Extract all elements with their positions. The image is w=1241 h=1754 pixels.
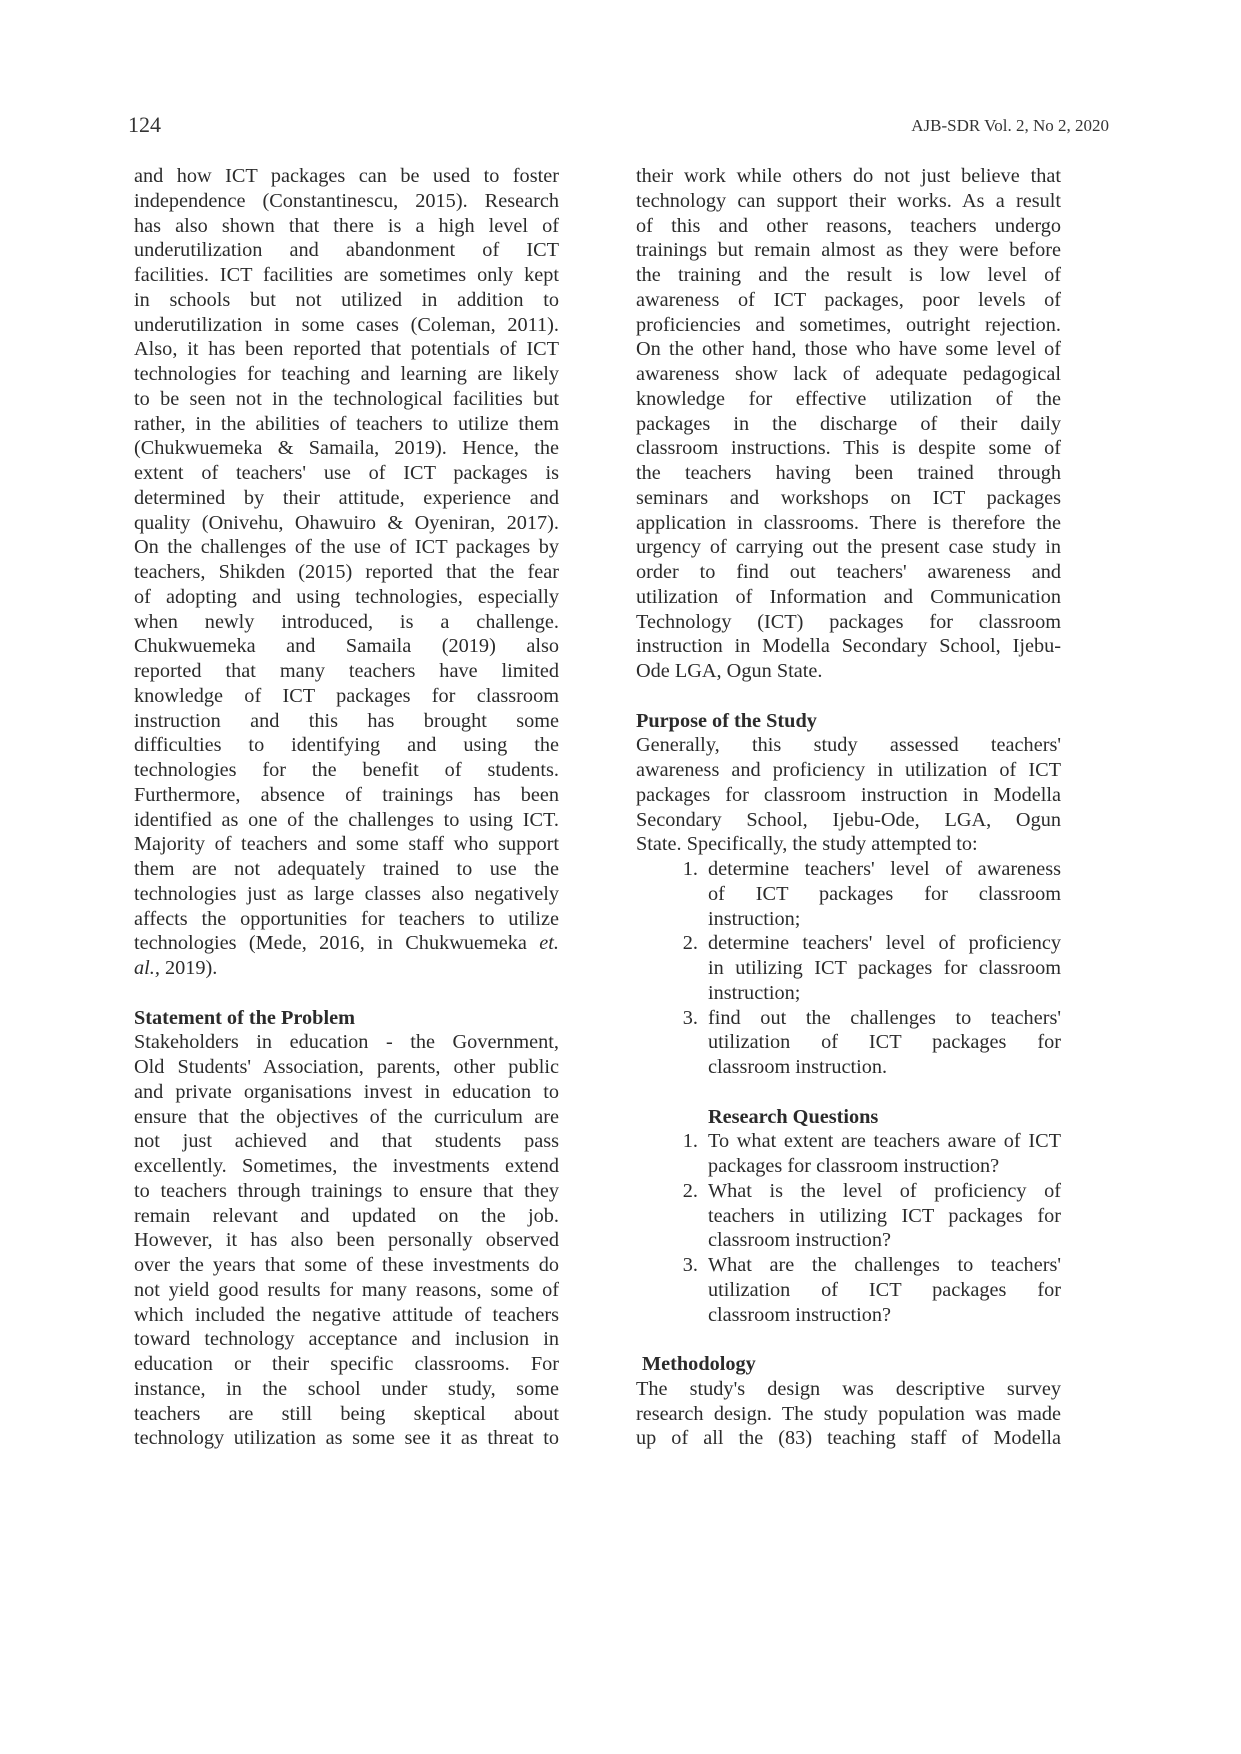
text-line: of adopting and using technologies, especially bbox=[134, 585, 559, 608]
text-line: reported that many teachers have limited bbox=[134, 660, 559, 682]
section-heading-research-questions: Research Questions bbox=[708, 1105, 879, 1128]
text-line: affects the opportunities for teachers to utilize bbox=[134, 907, 559, 930]
text-line: difficulties to identifying and using the bbox=[134, 734, 559, 757]
methodology-paragraph bbox=[636, 1377, 1061, 1451]
text-line: them are not adequately trained to use the bbox=[134, 858, 559, 880]
citation-line: al., 2019). bbox=[134, 957, 218, 979]
text-line: State. Specifically, the study attempted to: bbox=[636, 833, 978, 856]
text-line: determined by their attitude, experience and bbox=[134, 486, 559, 509]
list-number: 2. bbox=[682, 1179, 698, 1202]
question-item bbox=[636, 1253, 1061, 1327]
text-line: Generally, this study assessed teachers' bbox=[636, 734, 1061, 757]
text-line: technologies just as large classes also negatively bbox=[134, 882, 559, 905]
text-line: trainings but remain almost as they were before bbox=[636, 239, 1061, 262]
text-line: extent of teachers' use of ICT packages is bbox=[134, 462, 559, 484]
text-line: utilization of Information and Communication bbox=[636, 585, 1061, 608]
text-line: quality (Onivehu, Ohawuiro & Oyeniran, 2017). bbox=[134, 511, 559, 534]
spacer bbox=[636, 684, 1061, 709]
text-line: toward technology acceptance and inclusion in bbox=[134, 1328, 559, 1351]
list-number: 1. bbox=[682, 858, 698, 880]
citation-line: technologies (Mede, 2016, in Chukwuemeka et. bbox=[134, 932, 559, 955]
objective-item bbox=[636, 1006, 1061, 1080]
text-line: proficiencies and sometimes, outright rejection. bbox=[636, 313, 1061, 336]
text-line: rather, in the abilities of teachers to utilize them bbox=[134, 412, 559, 435]
text-line: research design. The study population was made bbox=[636, 1402, 1061, 1425]
text-line: determine teachers' level of awareness bbox=[708, 858, 1061, 880]
text-line: knowledge for effective utilization of the bbox=[636, 387, 1061, 410]
question-item bbox=[636, 1129, 1061, 1179]
list-number: 2. bbox=[682, 932, 698, 955]
text-line: application in classrooms. There is therefore the bbox=[636, 511, 1061, 534]
text-line: find out the challenges to teachers' bbox=[708, 1006, 1061, 1029]
text-line: technology utilization as some see it as threat to bbox=[134, 1427, 559, 1450]
text-line: and private organisations invest in education to bbox=[134, 1080, 559, 1103]
text-line: instruction in Modella Secondary School, Ijebu- bbox=[636, 635, 1061, 658]
text-line: packages for classroom instruction? bbox=[708, 1155, 1000, 1177]
text-line: technologies for the benefit of students. bbox=[134, 759, 559, 781]
text-line: order to find out teachers' awareness and bbox=[636, 561, 1061, 583]
text-line: up of all the (83) teaching staff of Modella bbox=[636, 1427, 1061, 1450]
text-line: when newly introduced, is a challenge. bbox=[134, 610, 559, 633]
text-line: to be seen not in the technological facilities but bbox=[134, 387, 559, 410]
text-line: identified as one of the challenges to using ICT. bbox=[134, 808, 559, 831]
text-line: seminars and workshops on ICT packages bbox=[636, 486, 1061, 509]
right-column bbox=[636, 164, 1061, 1451]
continuation-paragraph bbox=[636, 164, 1061, 684]
list-number: 3. bbox=[682, 1254, 698, 1276]
problem-paragraph bbox=[134, 1030, 559, 1451]
text-line: their work while others do not just believe that bbox=[636, 165, 1061, 187]
spacer bbox=[636, 1327, 1061, 1352]
text-line: awareness and proficiency in utilization of ICT bbox=[636, 759, 1061, 781]
text-line: education or their specific classrooms. For bbox=[134, 1353, 559, 1375]
text-line: underutilization and abandonment of ICT bbox=[134, 239, 559, 262]
text-line: teachers, Shikden (2015) reported that the fear bbox=[134, 561, 559, 583]
text-line: in utilizing ICT packages for classroom bbox=[708, 957, 1061, 979]
text-line: instance, in the school under study, some bbox=[134, 1377, 559, 1400]
objective-item bbox=[636, 857, 1061, 931]
text-line: instruction and this has brought some bbox=[134, 709, 559, 732]
text-line: and how ICT packages can be used to foster bbox=[134, 165, 559, 187]
list-number: 1. bbox=[682, 1130, 698, 1153]
text-line: Secondary School, Ijebu-Ode, LGA, Ogun bbox=[636, 808, 1061, 831]
text-line: What is the level of proficiency of bbox=[708, 1179, 1061, 1202]
text-line: Technology (ICT) packages for classroom bbox=[636, 610, 1061, 633]
text-line: of ICT packages for classroom bbox=[708, 882, 1061, 905]
section-heading-problem: Statement of the Problem bbox=[134, 1006, 355, 1029]
text-line: packages in the discharge of their daily bbox=[636, 412, 1061, 435]
text-line: (Chukwuemeka & Samaila, 2019). Hence, the bbox=[134, 437, 559, 460]
text-line: teachers are still being skeptical about bbox=[134, 1402, 559, 1425]
running-head: AJB-SDR Vol. 2, No 2, 2020 bbox=[911, 116, 1109, 135]
text-line: classroom instructions. This is despite some of bbox=[636, 437, 1061, 460]
research-questions-list bbox=[636, 1129, 1061, 1327]
text-line: utilization of ICT packages for bbox=[708, 1278, 1061, 1301]
text-line: Furthermore, absence of trainings has been bbox=[134, 783, 559, 806]
text-line: Chukwuemeka and Samaila (2019) also bbox=[134, 635, 559, 658]
text-line: classroom instruction? bbox=[708, 1303, 892, 1326]
text-line: What are the challenges to teachers' bbox=[708, 1254, 1061, 1276]
text-line: utilization of ICT packages for bbox=[708, 1031, 1061, 1054]
text-line: has also shown that there is a high level of bbox=[134, 214, 559, 237]
text-line: Majority of teachers and some staff who support bbox=[134, 833, 559, 856]
text-line: instruction; bbox=[708, 907, 801, 930]
text-line: the teachers having been trained through bbox=[636, 462, 1061, 484]
text-line: packages for classroom instruction in Modella bbox=[636, 783, 1061, 806]
text-line: not yield good results for many reasons, some of bbox=[134, 1278, 559, 1301]
text-line: of this and other reasons, teachers undergo bbox=[636, 214, 1061, 237]
text-line: not just achieved and that students pass bbox=[134, 1130, 559, 1153]
objective-item bbox=[636, 931, 1061, 1005]
text-line: technologies for teaching and learning are likely bbox=[134, 363, 559, 385]
text-line: underutilization in some cases (Coleman, 2011). bbox=[134, 313, 559, 336]
text-line: technology can support their works. As a result bbox=[636, 189, 1061, 212]
text-line: awareness of ICT packages, poor levels of bbox=[636, 288, 1061, 311]
purpose-paragraph bbox=[636, 733, 1061, 857]
intro-paragraph bbox=[134, 164, 559, 981]
text-line: teachers in utilizing ICT packages for bbox=[708, 1204, 1061, 1227]
text-line: On the challenges of the use of ICT packages by bbox=[134, 536, 559, 559]
text-line: to teachers through trainings to ensure that they bbox=[134, 1179, 559, 1202]
spacer bbox=[636, 1080, 1061, 1105]
text-line: which included the negative attitude of teachers bbox=[134, 1303, 559, 1326]
text-line: To what extent are teachers aware of ICT bbox=[708, 1130, 1061, 1153]
text-line: ensure that the objectives of the curriculum are bbox=[134, 1105, 559, 1128]
text-line: instruction; bbox=[708, 981, 801, 1004]
objectives-list bbox=[636, 857, 1061, 1080]
question-item bbox=[636, 1179, 1061, 1253]
text-line: independence (Constantinescu, 2015). Research bbox=[134, 189, 559, 212]
section-heading-methodology: Methodology bbox=[642, 1353, 756, 1375]
text-line: excellently. Sometimes, the investments extend bbox=[134, 1155, 559, 1177]
text-line: Stakeholders in education - the Government, bbox=[134, 1031, 559, 1054]
text-line: determine teachers' level of proficiency bbox=[708, 932, 1061, 955]
text-line: classroom instruction? bbox=[708, 1229, 892, 1252]
text-line: On the other hand, those who have some level of bbox=[636, 338, 1061, 361]
text-line: in schools but not utilized in addition to bbox=[134, 288, 559, 311]
text-line: Old Students' Association, parents, other public bbox=[134, 1056, 559, 1078]
text-line: the training and the result is low level of bbox=[636, 264, 1061, 286]
page-number: 124 bbox=[128, 112, 161, 137]
section-heading-purpose: Purpose of the Study bbox=[636, 709, 817, 732]
text-line: However, it has also been personally observed bbox=[134, 1229, 559, 1252]
text-line: over the years that some of these investments do bbox=[134, 1254, 559, 1276]
left-column bbox=[134, 164, 559, 1451]
text-line: classroom instruction. bbox=[708, 1056, 888, 1078]
text-line: remain relevant and updated on the job. bbox=[134, 1204, 559, 1227]
text-line: awareness show lack of adequate pedagogical bbox=[636, 363, 1061, 385]
text-line: The study's design was descriptive survey bbox=[636, 1377, 1061, 1400]
spacer bbox=[134, 981, 559, 1006]
list-number: 3. bbox=[682, 1006, 698, 1029]
text-line: Ode LGA, Ogun State. bbox=[636, 660, 823, 682]
text-line: facilities. ICT facilities are sometimes only kept bbox=[134, 264, 559, 286]
text-line: urgency of carrying out the present case study in bbox=[636, 536, 1061, 559]
text-line: knowledge of ICT packages for classroom bbox=[134, 684, 559, 707]
text-line: Also, it has been reported that potentials of ICT bbox=[134, 338, 559, 361]
